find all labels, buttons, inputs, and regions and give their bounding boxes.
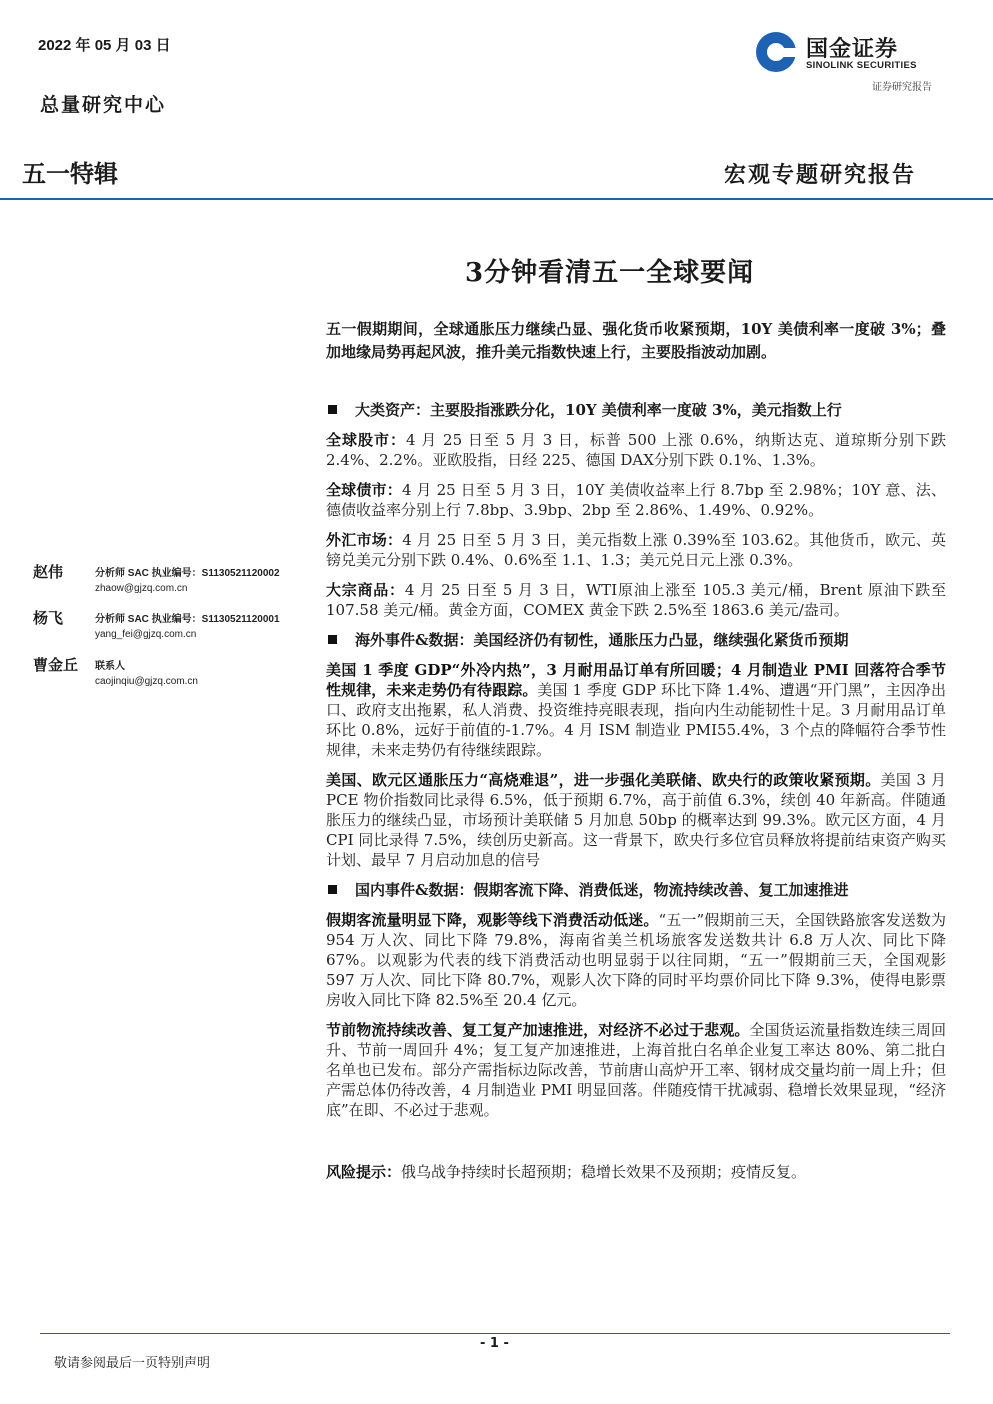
logo-cn-text: 国金证券 (806, 37, 899, 62)
paragraph-text: 全国货运流量指数连续三周回升、节前一周回升 4%；复工复产加速推进，上海首批白名单企业复工率达 80%、第二批白名单也已发布。部分产需指标边际改善，节前唐山高炉开工率、钢材成交量均前一周上升；但产需总体仍待改善，4 月制造业 PMI 明显回落。伴随疫情干扰减弱、稳增长效果显现，“经济底”在即、不必过于悲观。 (326, 1021, 946, 1119)
risk-lead: 风险提示： (326, 1163, 402, 1181)
paragraph-global-stocks (326, 430, 946, 470)
company-logo (756, 30, 946, 76)
paragraph-text: 4 月 25 日至 5 月 3 日，WTI原油上涨至 105.3 美元/桶，Brent 原油下跌至 107.58 美元/桶。黄金方面，COMEX 黄金下跌 2.5%至 1863.6 美元/盎司。 (326, 581, 946, 619)
analyst-email[interactable]: caojinqiu@gjzq.com.cn (95, 676, 198, 687)
analyst-name: 曹金丘 (33, 656, 79, 674)
analyst-email[interactable]: zhaow@gjzq.com.cn (95, 583, 188, 594)
section-heading-text: 海外事件&数据：美国经济仍有韧性，通胀压力凸显，继续强化紧货币预期 (355, 631, 849, 649)
research-center: 总量研究中心 (40, 94, 167, 116)
risk-warning (326, 1162, 946, 1182)
paragraph-us-gdp (326, 660, 946, 760)
section-heading-text: 国内事件&数据：假期客流下降、消费低迷，物流持续改善、复工加速推进 (355, 881, 849, 899)
paragraph-lead: 美国、欧元区通胀压力“高烧难退”，进一步强化美联储、欧央行的政策收紧预期。 (326, 771, 881, 789)
section-heading-text: 大类资产：主要股指涨跌分化，10Y 美债利率一度破 3%，美元指数上行 (355, 401, 842, 419)
paragraph-holiday-traffic (326, 910, 946, 1010)
paragraph-lead: 大宗商品： (326, 581, 405, 599)
paragraph-text: 4 月 25 日至 5 月 3 日，标普 500 上涨 0.6%，纳斯达克、道琼斯分别下跌 2.4%、2.2%。亚欧股指，日经 225、德国 DAX分别下跌 0.1%、1.3%。 (326, 431, 946, 469)
analyst-role: 联系人 (95, 661, 125, 672)
paragraph-lead: 假期客流量明显下降，观影等线下消费活动低迷。 (326, 911, 659, 929)
analyst-info (95, 566, 280, 596)
paragraph-lead: 全球股市： (326, 431, 406, 449)
logo-subtitle: 证券研究报告 (872, 82, 932, 93)
paragraph-lead: 节前物流持续改善、复工复产加速推进，对经济不必过于悲观。 (326, 1021, 750, 1039)
bullet-square-icon (328, 635, 337, 644)
paragraph-text: 美国 1 季度 GDP 环比下降 1.4%、遭遇“开门黑”，主因净出口、政府支出拖累，私人消费、投资维持亮眼表现，指向内生动能韧性十足。3 月耐用品订单环比 0.8%，远好于前值的-1.7%。4 月 ISM 制造业 PMI55.4%，3 个点的降幅符合季节性规律，未来走势仍有待继续跟踪。 (326, 681, 946, 759)
report-date: 2022 年 05 月 03 日 (38, 37, 171, 54)
footer-divider (40, 1333, 950, 1334)
bullet-square-icon (328, 885, 337, 894)
report-type-label: 宏观专题研究报告 (724, 162, 917, 188)
footer-disclaimer: 敬请参阅最后一页特别声明 (54, 1356, 211, 1371)
logo-mark-icon (756, 32, 796, 72)
paragraph-text: 美国 3 月 PCE 物价指数同比录得 6.5%，低于预期 6.7%，高于前值 6.3%，续创 40 年新高。伴随通胀压力的继续凸显，市场预计美联储 5 月加息 50bp 的概率达到 99.3%。欧元区方面，4 月 CPI 同比录得 7.5%，续创历史新高。这一背景下，欧央行多位官员释放将提前结束资产购买计划、最早 7 月启动加息的信号 (326, 771, 946, 869)
paragraph-inflation (326, 770, 946, 870)
section-heading-assets (326, 400, 946, 420)
paragraph-text: 4 月 25 日至 5 月 3 日，10Y 美债收益率上行 8.7bp 至 2.98%；10Y 意、法、德债收益率分别上行 7.8bp、3.9bp、2bp 至 2.86%、1.49%、0.92%。 (326, 481, 946, 519)
paragraph-commodities (326, 580, 946, 620)
paragraph-global-bonds (326, 480, 946, 520)
bullet-square-icon (328, 405, 337, 414)
section-heading-overseas (326, 630, 946, 650)
analyst-name: 赵伟 (33, 563, 64, 581)
paragraph-text: “五一”假期前三天，全国铁路旅客发送数为 954 万人次、同比下降 79.8%，海南省美兰机场旅客发送数共计 6.8 万人次、同比下降 67%。以观影为代表的线下消费活动也明显弱于以往同期，“五一”假期前三天，全国观影 597 万人次、同比下降 80.7%，观影人次下降的同时平均票价同比下降 9.3%，使得电影票房收入同比下降 82.5%至 20.4 亿元。 (326, 911, 946, 1009)
summary-paragraph: 五一假期期间，全球通胀压力继续凸显、强化货币收紧预期，10Y 美债利率一度破 3%；叠加地缘局势再起风波，推升美元指数快速上行，主要股指波动加剧。 (326, 320, 946, 361)
analyst-email[interactable]: yang_fei@gjzq.com.cn (95, 629, 197, 640)
paragraph-lead: 全球债市： (326, 481, 402, 499)
risk-text: 俄乌战争持续时长超预期；稳增长效果不及预期；疫情反复。 (401, 1163, 807, 1181)
analyst-role: 分析师 SAC 执业编号：S1130521120002 (95, 568, 280, 579)
paragraph-logistics (326, 1020, 946, 1120)
analyst-info (95, 612, 280, 642)
logo-en-text: SINOLINK SECURITIES (806, 60, 917, 71)
report-title: 3分钟看清五一全球要闻 (465, 258, 755, 288)
section-heading-domestic (326, 880, 946, 900)
header-divider (0, 198, 993, 200)
paragraph-text: 4 月 25 日至 5 月 3 日，美元指数上涨 0.39%至 103.62。其他货币，欧元、英镑兑美元分别下跌 0.4%、0.6%至 1.1、1.3；美元兑日元上涨 0.3%。 (326, 531, 946, 569)
analyst-info (95, 659, 198, 689)
analyst-role: 分析师 SAC 执业编号：S1130521120001 (95, 614, 280, 625)
paragraph-lead: 美国 1 季度 GDP“外冷内热”，3 月耐用品订单有所回暖；4 月制造业 PMI 回落符合季节性规律，未来走势仍有待跟踪。 (326, 661, 946, 699)
paragraph-lead: 外汇市场： (326, 531, 403, 549)
special-edition-label: 五一特辑 (22, 160, 118, 188)
paragraph-fx-market (326, 530, 946, 570)
analyst-name: 杨飞 (33, 609, 64, 627)
page-number: - 1 - (480, 1336, 509, 1351)
